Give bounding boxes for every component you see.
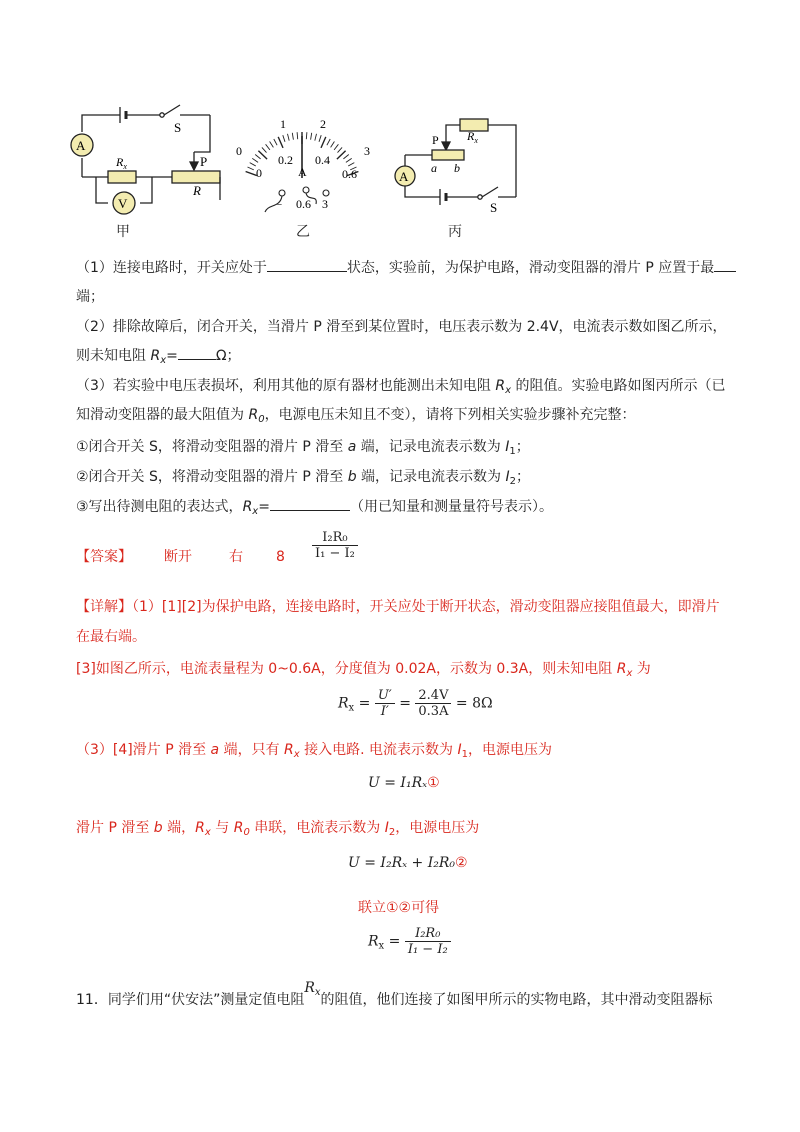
dial-tick-mark bbox=[319, 135, 321, 142]
dial-tick-mark bbox=[288, 134, 290, 141]
dial-tick-mark bbox=[283, 135, 285, 142]
q2-line2: 则未知电阻 $R_x= \Omega$； bbox=[76, 348, 241, 366]
dial-tick-mark bbox=[252, 158, 258, 162]
dial-tick-mark bbox=[331, 142, 335, 148]
circuit-figures bbox=[60, 100, 540, 240]
equation-3: U = I₂Rₓ + I₂R₀② bbox=[348, 855, 468, 871]
caption-yi: 乙 bbox=[296, 224, 310, 240]
dial-tick-2: 2 bbox=[320, 117, 326, 131]
bing-end-b: b bbox=[454, 161, 460, 175]
caption-jia: 甲 bbox=[116, 224, 130, 240]
figure-bing bbox=[405, 119, 516, 205]
slider-label: P bbox=[200, 154, 208, 169]
dial-tick-mark bbox=[306, 132, 307, 139]
bing-slider-label: P bbox=[432, 133, 439, 147]
dial-sub-0: 0 bbox=[256, 166, 262, 180]
dial-tick-mark bbox=[274, 139, 277, 145]
terminal-neg: − bbox=[276, 199, 283, 211]
q3-line2: 知滑动变阻器的最大阻值为 $R_0$，电源电压未知且不变），请将下列相关实验步骤补充完整： bbox=[76, 407, 636, 425]
q1-line1: （1）连接电路时，开关应处于 状态，实验前，为保护电路，滑动变阻器的滑片 P 应置于最 bbox=[76, 258, 736, 278]
dial-tick-mark bbox=[278, 137, 283, 148]
equation-4: $R_x$ = $\frac{\text{I₂R₀}}{\text{I₁ − I₂}}$ bbox=[368, 926, 451, 957]
bing-end-a: a bbox=[431, 161, 437, 175]
bing-rx-label: $R_x$ bbox=[467, 129, 478, 145]
terminal-3: 3 bbox=[322, 197, 328, 211]
dial-tick-1: 1 bbox=[280, 117, 286, 131]
answer-3: 8 bbox=[276, 549, 285, 565]
dial-tick-mark bbox=[343, 155, 348, 159]
dial-tick-mark bbox=[346, 158, 352, 162]
q11-line1: 11．同学们用“伏安法”测量定值电阻$R^x$的阻值，他们连接了如图甲所示的实物电路，其中滑动变阻器标 bbox=[76, 980, 713, 1008]
dial-tick-mark bbox=[311, 133, 312, 140]
voltmeter-label: V bbox=[118, 196, 128, 211]
dial-tick-mark bbox=[262, 147, 267, 152]
dial-tick-mark bbox=[270, 142, 274, 148]
bing-switch-label: S bbox=[490, 200, 498, 215]
q1-line2: 端； bbox=[76, 289, 104, 305]
detail-p4: 滑片 P 滑至 b 端，$R_x$ 与 $R_0$ 串联，电流表示数为 $I_2$，电源电压为 bbox=[76, 820, 480, 838]
dial-tick-mark bbox=[248, 167, 254, 170]
detail-p1b: 在最右端。 bbox=[76, 629, 146, 645]
answer-2: 右 bbox=[229, 549, 243, 565]
dial-tick-mark bbox=[266, 144, 270, 150]
bing-ammeter-label: A bbox=[399, 169, 409, 184]
q3-blank[interactable] bbox=[270, 510, 350, 511]
terminal-06: 0.6 bbox=[296, 197, 311, 211]
q3-line1: （3）若实验中电压表损坏，利用其他的原有器材也能测出未知电阻 $R_x$ 的阻值。实验电路如图丙所示（已 bbox=[76, 378, 726, 396]
equation-2: U = I₁Rₓ① bbox=[368, 775, 440, 791]
detail-p3: （3）[4]滑片 P 滑至 a 端，只有 $R_x$ 接入电路. 电流表示数为 $I_1$，电源电压为 bbox=[76, 742, 553, 760]
dial-tick-mark bbox=[348, 163, 354, 166]
dial-tick-mark bbox=[255, 155, 260, 159]
q2-blank[interactable] bbox=[178, 359, 216, 360]
dial-tick-mark bbox=[292, 133, 293, 140]
rx-label: $R_x$ bbox=[116, 155, 127, 171]
answer-1: 断开 bbox=[164, 549, 192, 565]
dial-sub-06: 0.6 bbox=[342, 167, 357, 181]
q3-step1: ①闭合开关 S，将滑动变阻器的滑片 P 滑至 a 端，记录电流表示数为 $I_1$； bbox=[76, 439, 530, 457]
rheostat-label: R bbox=[193, 183, 201, 198]
dial-tick-mark bbox=[250, 163, 256, 166]
equation-1: $R_x$ = $\frac{U'}{I'}$ = $\frac{2.4V}{0.3A}$ = 8Ω bbox=[338, 688, 493, 719]
detail-p1: 【详解】（1）[1][2]为保护电路，连接电路时，开关应处于断开状态，滑动变阻器应接阻值最大，即滑片 bbox=[76, 599, 720, 615]
answer-label: 【答案】 bbox=[76, 549, 132, 565]
q3-step2: ②闭合开关 S，将滑动变阻器的滑片 P 滑至 b 端，记录电流表示数为 $I_2$； bbox=[76, 469, 530, 487]
dial-tick-mark bbox=[327, 139, 330, 145]
ammeter-label: A bbox=[76, 138, 86, 153]
dial-tick-mark bbox=[334, 144, 338, 150]
answer-4-fraction: $\frac{\text{I₂R₀}}{\text{I₁ − I₂}}$ bbox=[312, 530, 358, 561]
q3-step3: ③写出待测电阻的表达式，$R_x=$ （用已知量和测量量符号表示）。 bbox=[76, 499, 553, 517]
dial-tick-mark bbox=[315, 134, 317, 141]
dial-tick-0: 0 bbox=[236, 144, 242, 158]
caption-bing: 丙 bbox=[448, 224, 462, 240]
dial-tick-mark bbox=[297, 132, 298, 139]
dial-tick-mark bbox=[321, 137, 326, 148]
switch-label: S bbox=[174, 120, 182, 135]
dial-sub-02: 0.2 bbox=[278, 153, 293, 167]
q2-line1: （2）排除故障后，闭合开关，当滑片 P 滑至到某位置时，电压表示数为 2.4V，电流表示数如图乙所示， bbox=[76, 319, 727, 335]
dial-sub-04: 0.4 bbox=[315, 153, 330, 167]
q1-blank-2[interactable] bbox=[714, 271, 736, 272]
dial-tick-mark bbox=[338, 147, 343, 152]
detail-p2: [3]如图乙所示，电流表量程为 0~0.6A，分度值为 0.02A，示数为 0.3A，则未知电阻 $R_x$ 为 bbox=[76, 661, 651, 679]
detail-combine: 联立①②可得 bbox=[358, 900, 440, 916]
dial-tick-3: 3 bbox=[364, 144, 370, 158]
dial-unit: A bbox=[298, 165, 307, 179]
q1-blank-1[interactable] bbox=[267, 271, 347, 272]
